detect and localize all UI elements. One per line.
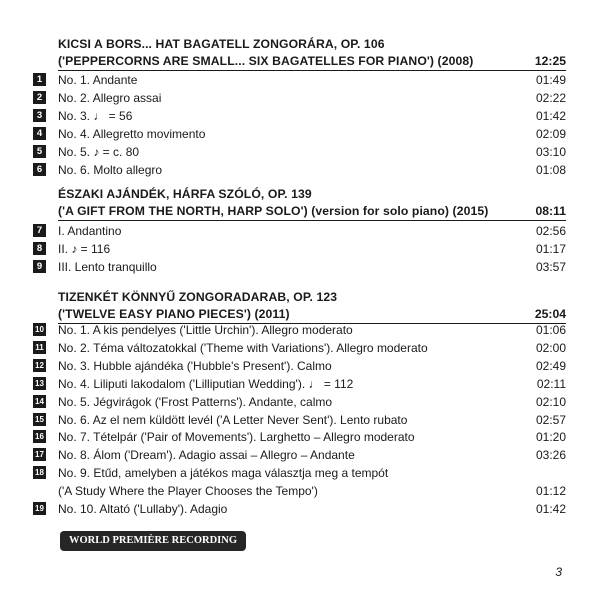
track-number: 1 (33, 73, 46, 86)
track-row (0, 339, 599, 357)
track-duration: 03:10 (535, 144, 566, 159)
track-title: I. Andantino (58, 224, 122, 238)
track-row (0, 411, 599, 429)
track-number: 6 (33, 163, 46, 176)
track-number: 5 (33, 145, 46, 158)
work-subtitle: ('TWELVE EASY PIANO PIECES') (2011) (58, 307, 290, 321)
track-row (0, 107, 599, 125)
track-duration: 01:49 (535, 73, 566, 87)
track-row (0, 321, 599, 339)
work-total-duration: 08:11 (535, 204, 566, 218)
track-duration: 03:26 (535, 448, 566, 463)
track-row (0, 500, 599, 518)
page-number: 3 (555, 565, 562, 579)
track-duration: 01:42 (535, 108, 566, 123)
track-title: No. 2. Allegro assai (58, 90, 162, 105)
track-duration: 02:49 (535, 358, 566, 373)
track-title: No. 3. ♩ = 56 (58, 108, 133, 123)
track-duration: 01:17 (535, 241, 566, 256)
track-duration: 01:06 (535, 323, 566, 337)
work-title: ÉSZAKI AJÁNDÉK, HÁRFA SZÓLÓ, OP. 139 (58, 187, 312, 201)
work-total-duration: 25:04 (534, 307, 566, 321)
track-number: 16 (33, 430, 46, 443)
track-duration: 02:10 (535, 394, 566, 409)
track-row (0, 258, 599, 276)
track-duration: 01:20 (535, 430, 566, 445)
track-number: 14 (33, 395, 46, 408)
world-premiere-badge: WORLD PREMIÈRE RECORDING (60, 531, 246, 551)
work-divider (58, 220, 566, 221)
track-duration: 03:57 (535, 259, 566, 274)
track-number: 10 (33, 323, 46, 336)
track-number: 2 (33, 91, 46, 104)
track-title: No. 2. Téma változatokkal ('Theme with Variations'). Allegro moderato (58, 340, 428, 355)
track-duration: 02:09 (535, 126, 566, 141)
track-title: ('A Study Where the Player Chooses the Tempo') (58, 484, 318, 499)
track-row (0, 71, 599, 89)
track-duration: 01:12 (535, 484, 566, 499)
track-number: 12 (33, 359, 46, 372)
track-title: No. 5. ♪ = c. 80 (58, 144, 140, 159)
track-number: 18 (33, 466, 46, 479)
track-title: No. 4. Liliputi lakodalom ('Lilliputian Wedding'). ♩ = 112 (58, 376, 354, 391)
track-row (0, 143, 599, 161)
track-number: 4 (33, 127, 46, 140)
track-row (0, 222, 599, 240)
track-duration: 01:42 (535, 502, 566, 516)
track-title: No. 5. Jégvirágok ('Frost Patterns'). Andante, calmo (58, 394, 333, 409)
track-title: No. 8. Álom ('Dream'). Adagio assai – Allegro – Andante (58, 448, 355, 463)
track-number: 15 (33, 413, 46, 426)
track-title: No. 6. Az el nem küldött levél ('A Letter Never Sent'). Lento rubato (58, 412, 408, 427)
track-row (0, 125, 599, 143)
track-row (0, 240, 599, 258)
track-row (0, 89, 599, 107)
track-title: No. 1. Andante (58, 73, 138, 87)
track-title: No. 4. Allegretto movimento (58, 126, 206, 141)
track-row (0, 464, 599, 482)
work-subtitle: ('A GIFT FROM THE NORTH, HARP SOLO') (version for solo piano) (2015) (58, 204, 489, 218)
track-number: 9 (33, 260, 46, 273)
track-title: No. 3. Hubble ajándéka ('Hubble's Present'). Calmo (58, 358, 332, 373)
track-row (0, 161, 599, 179)
track-number: 3 (33, 109, 46, 122)
track-number: 8 (33, 242, 46, 255)
track-duration: 02:22 (535, 90, 566, 105)
track-title: No. 7. Tételpár ('Pair of Movements'). Larghetto – Allegro moderato (58, 430, 415, 445)
track-duration: 02:11 (536, 376, 566, 391)
track-row (0, 393, 599, 411)
work-title: KICSI A BORS... HAT BAGATELL ZONGORÁRA, OP. 106 (58, 37, 385, 51)
track-row (0, 428, 599, 446)
track-row (0, 482, 599, 500)
track-duration: 02:00 (535, 340, 566, 355)
track-title: No. 10. Altató ('Lullaby'). Adagio (58, 502, 228, 516)
work-subtitle: ('PEPPERCORNS ARE SMALL... SIX BAGATELLES FOR PIANO') (2008) (58, 54, 474, 68)
track-title: No. 6. Molto allegro (58, 162, 163, 177)
track-duration: 01:08 (535, 162, 566, 177)
work-title: TIZENKÉT KÖNNYŰ ZONGORADARAB, OP. 123 (58, 290, 338, 304)
track-title: II. ♪ = 116 (58, 241, 111, 256)
track-row (0, 357, 599, 375)
track-number: 7 (33, 224, 46, 237)
track-number: 17 (33, 448, 46, 461)
track-row (0, 375, 599, 393)
track-title: No. 1. A kis pendelyes ('Little Urchin'). Allegro moderato (58, 323, 353, 337)
work-total-duration: 12:25 (534, 54, 566, 68)
track-title: No. 9. Etűd, amelyben a játékos maga választja meg a tempót (58, 466, 389, 481)
track-duration: 02:57 (535, 412, 566, 427)
track-duration: 02:56 (535, 224, 566, 238)
track-row (0, 446, 599, 464)
track-number: 19 (33, 502, 46, 515)
track-number: 13 (33, 377, 46, 390)
track-number: 11 (33, 341, 46, 354)
track-title: III. Lento tranquillo (58, 259, 157, 274)
